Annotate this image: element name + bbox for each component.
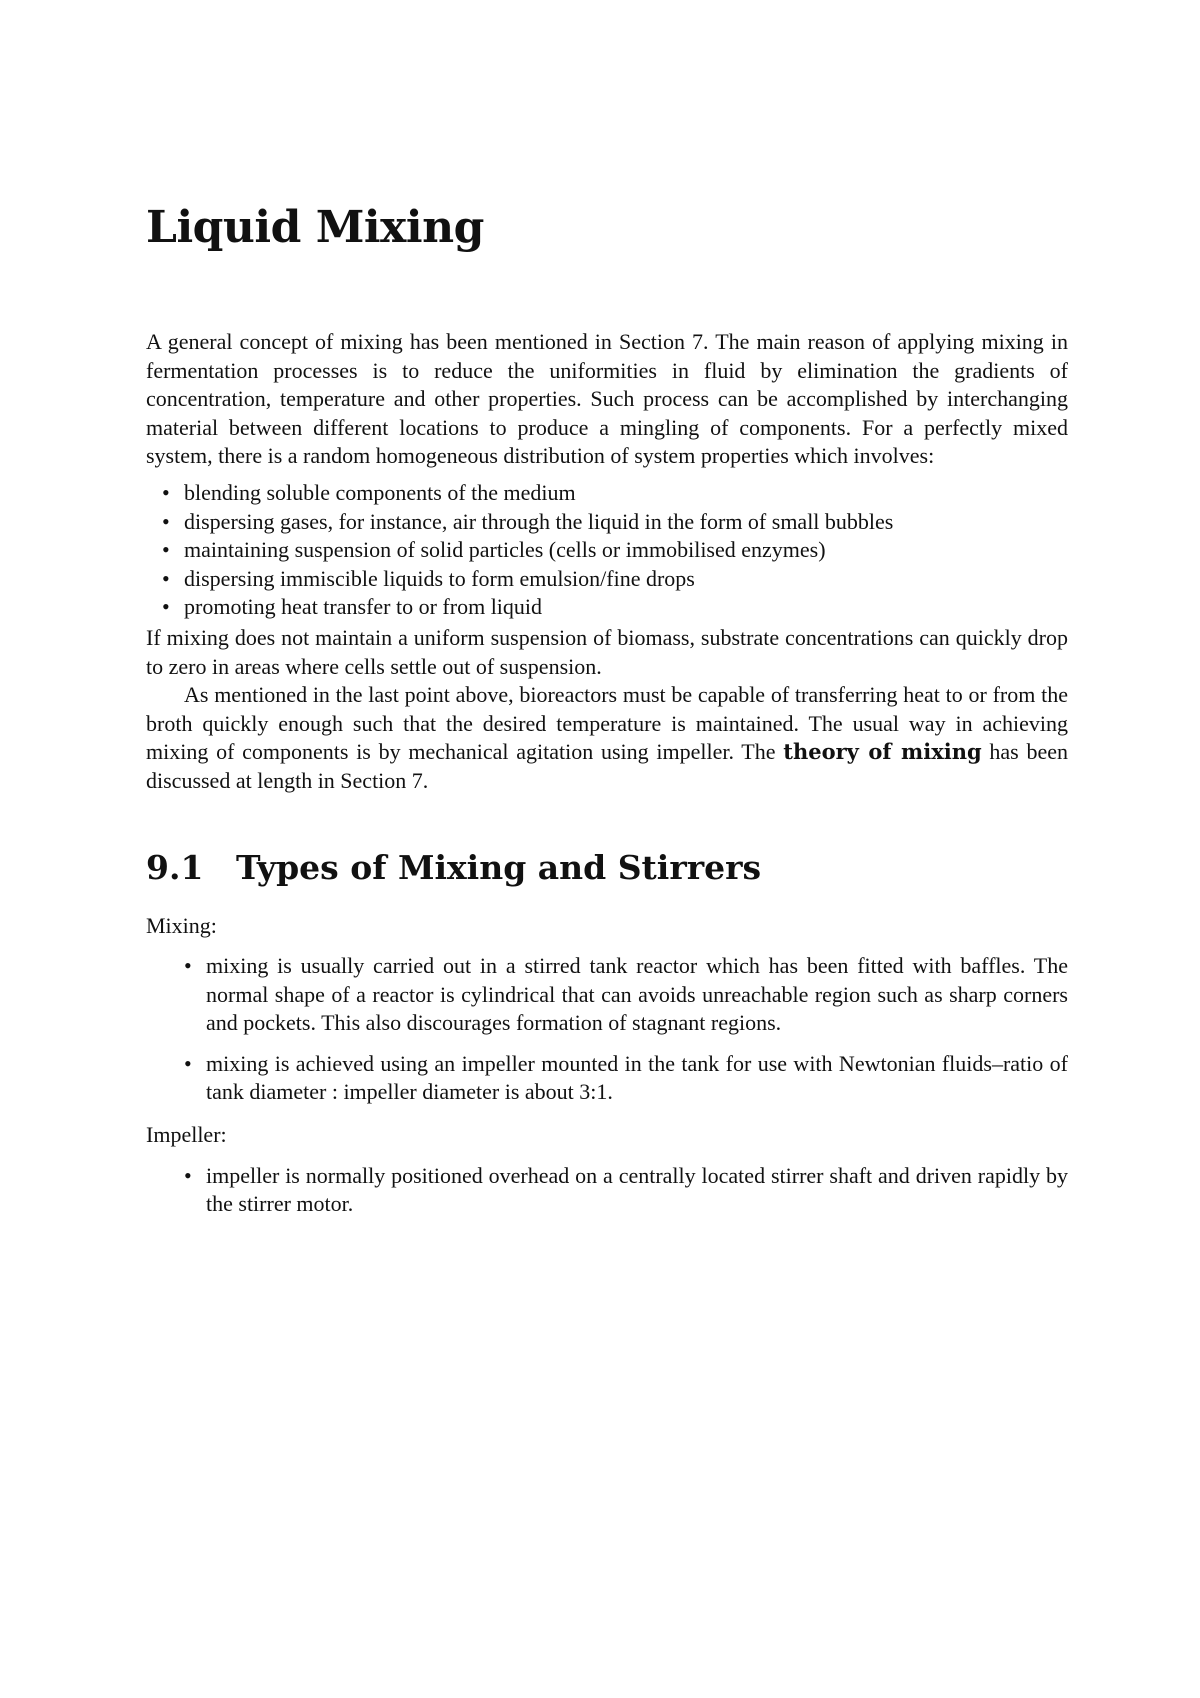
- mixing-list: [146, 952, 1068, 1107]
- after-list-paragraph: If mixing does not maintain a uniform suspension of biomass, substrate concentrations can quickly drop to zero in areas where cells settle out of suspension.: [146, 624, 1068, 679]
- property-list: [146, 479, 1068, 622]
- theory-of-mixing-term: theory of mixing: [783, 739, 982, 765]
- list-item: • mixing is usually carried out in a stirred tank reactor which has been fitted with baffles. The normal shape of a reactor is cylindrical that can avoids unreachable region such as sharp corners and pockets. This also discourages formation of stagnant regions.: [184, 953, 1068, 1036]
- bullet-icon: •: [184, 1050, 192, 1076]
- bullet-icon: •: [162, 565, 170, 591]
- list-item: • dispersing immiscible liquids to form emulsion/fine drops: [146, 565, 1068, 594]
- impeller-list: [146, 1162, 1068, 1219]
- list-item: • maintaining suspension of solid particles (cells or immobilised enzymes): [146, 536, 1068, 565]
- bullet-icon: •: [184, 1162, 192, 1188]
- list-item: • mixing is achieved using an impeller mounted in the tank for use with Newtonian fluids–ratio of tank diameter : impeller diameter is about 3:1.: [184, 1050, 1068, 1105]
- impeller-label: Impeller:: [146, 1122, 227, 1148]
- mixing-label: Mixing:: [146, 912, 217, 938]
- section-number: 9.1: [146, 847, 204, 887]
- bullet-icon: •: [162, 594, 170, 620]
- list-item: • impeller is normally positioned overhead on a centrally located stirrer shaft and driven rapidly by the stirrer motor.: [184, 1162, 1068, 1217]
- list-item: • dispersing gases, for instance, air through the liquid in the form of small bubbles: [146, 508, 1068, 537]
- list-item: • blending soluble components of the medium: [146, 479, 1068, 508]
- bullet-icon: •: [162, 508, 170, 534]
- bullet-icon: •: [162, 479, 170, 505]
- bullet-icon: •: [184, 953, 192, 979]
- intro-paragraph: A general concept of mixing has been mentioned in Section 7. The main reason of applying mixing in fermentation processes is to reduce the uniformities in fluid by elimination the gradients of concentration, temperature and other properties. Such process can be accomplished by interchanging material between different locations to produce a mingling of components. For a perfectly mixed system, there is a random homogeneous distribution of system properties which involves:: [146, 329, 1068, 469]
- chapter-title: Liquid Mixing: [146, 202, 484, 253]
- bullet-icon: •: [162, 537, 170, 563]
- section-title: Types of Mixing and Stirrers: [236, 847, 762, 887]
- document-page: [146, 200, 1068, 1233]
- heat-transfer-paragraph: As mentioned in the last point above, bioreactors must be capable of transferring heat to or from the broth quickly enough such that the desired temperature is maintained. The usual way in achieving mixing of components is by mechanical agitation using impeller. The theory of mixing has been discussed at length in Section 7.: [146, 682, 1068, 793]
- list-item: • promoting heat transfer to or from liquid: [146, 593, 1068, 622]
- section-heading: [146, 848, 1068, 888]
